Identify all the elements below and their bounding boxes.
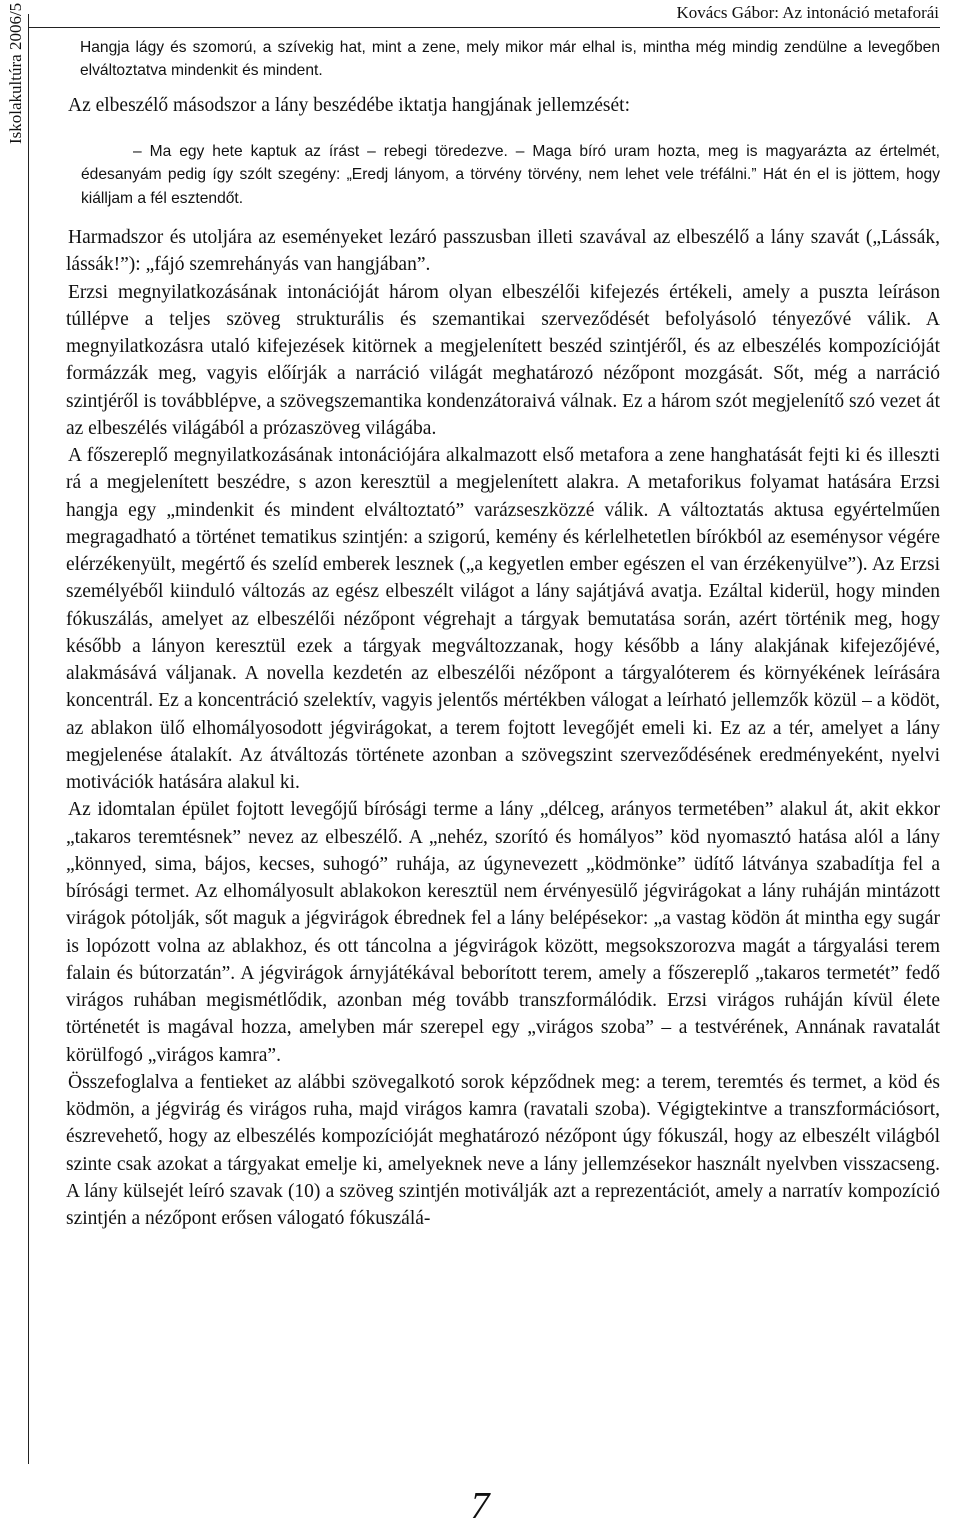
paragraph: Erzsi megnyilatkozásának intonációját három olyan elbeszélői kifejezés értékeli, amely a puszta leíráson túllépve a teljes szöveg strukturális és szemantikai szerveződését befolyásoló tényezővé válik. A megnyilatkozásra utaló kifejezések kitörnek a megjelenített beszéd szintjéről, és az elbeszélés kompozícióját formázzák meg, vagyis előírják a narráció világát meghatározó nézőpont mozgását. Sőt, még a narráció szintjéről is továbblépve, a szövegszemantika kondenzátoraivá válnak. Ez a három szót megjelenítő szó vezet át az elbeszélés világából a prózaszöveg világába. — [66, 281, 940, 439]
journal-side-label: Iskolakultúra 2006/5 — [6, 2, 25, 144]
lead-quote: Hangja lágy és szomorú, a szívekig hat, mint a zene, mely mikor már elhal is, mintha még mindig zendülne a levegőben elváltoztatva mindenkit és mindent. — [80, 39, 940, 79]
paragraph: A főszereplő megnyilatkozásának intonációjára alkalmazott első metafora a zene hanghatását fejti ki és illeszti rá a megjelenített beszédre, s azon keresztül a megjelenített alakra. A metaforikus folyamat hatására Erzsi hangja egy „mindenkit és mindent elváltoztató” varázseszközzé válik. A változtatás aktusa egyértelműen megragadható a történet tematikus szintjén: a szigorú, kemény és kérlelhetetlen bírókból az eseménysor végére elérzékenyült, megértő és szelíd emberek lesznek („a kegyetlen ember egészen el van érzékenyülve”). Az Erzsi személyéből kiinduló változás az egész elbeszélt világot a lány sajátjává avatja. Ezáltal kiderül, hogy minden fókuszálás, amelyet az elbeszélői nézőpont végrehajt a tárgyak bemutatása során, azért történik meg, hogy később a lányon keresztül ezek a tárgyak megváltozzanak, hogy később a lány alakjának kifejezőjévé, alakmásává váljanak. A novella kezdetén az elbeszélői nézőpont a tárgyalóterem és környékének leírására koncentrál. Ez a koncentráció szelektív, vagyis jelentős mértékben válogat a leírható jellemzők közül – a ködöt, az ablakon ülő elhomályosodott jégvirágokat, a terem fojtott levegőjét emeli ki. Ez az a tér, amelyet a lány megjelenése átalakít. Az átváltozás története azonban a szövegszint szerveződésének eredményeként, nyelvi motivációk hatására alakul ki. — [66, 445, 940, 793]
page-number: 7 — [470, 1485, 490, 1527]
paragraph: Harmadszor és utoljára az eseményeket lezáró passzusban illeti szavával az elbeszélő a lány szavát („Lássák, lássák!”): „fájó szemrehányás van hangjában”. — [66, 227, 940, 276]
intro-line: Az elbeszélő másodszor a lány beszédébe iktatja hangjának jellemzését: — [68, 95, 631, 116]
article-body — [66, 37, 940, 1232]
paragraph: Összefoglalva a fentieket az alábbi szövegalkotó sorok képződnek meg: a terem, teremtés és termet, a köd és ködmön, a jégvirág és virágos ruha, majd virágos kamra (ravatali szoba). Végigtekintve a transzformációsort, észrevehető, hogy az elbeszélés kompozícióját meghatározó nézőpont úgy fókuszál, hogy az elbeszélt világból szinte csak azokat a tárgyakat emelje ki, amelyeknek neve a lány jellemzésekor használt nyelvben visszacseng. A lány külsejét leíró szavak (10) a szöveg szintjén motiválják azt a reprezentációt, amely a narratív kompozíció szintjén a nézőpont erősen válogató fókuszálá- — [66, 1071, 940, 1229]
side-rule — [28, 14, 29, 1464]
dialog-quote: – Ma egy hete kaptuk az írást – rebegi töredezve. – Maga bíró uram hozta, meg is magyarázta az értelmét, édesanyám pedig így szólt szegény: „Eredj lányom, a törvény törvény, nem lehet vele tréfálni.” Hát én el is jöttem, hogy kiálljam a fél esztendőt. — [81, 142, 940, 207]
running-head: Kovács Gábor: Az intonáció metaforái — [676, 3, 939, 22]
top-rule — [28, 27, 940, 28]
paragraph: Az idomtalan épület fojtott levegőjű bírósági terme a lány „délceg, arányos termetében” alakul át, akit ekkor „takaros teremtésnek” nevez az elbeszélő. A „nehéz, szorító és homályos” köd nyomasztó hatása alól a lány „könnyed, sima, bájos, kecses, suhogó” ruhája, az úgynevezett „ködmönke” üdítő látványa szabadítja fel a bírósági termet. Az elhomályosult ablakokon keresztül nem érvényesülő jégvirágokat a lány ruháján mintázott virágok pótolják, sőt maguk a jégvirágok ébrednek fel a lány belépésekor: „a vastag ködön át mintha egy sugár is lopózott volna az ablakhoz, és ott táncolna a jégvirágok között, megsokszorozva magát a tárgyalási terem falain és bútorzatán”. A jégvirágok árnyjátékával beborított terem, amely a főszereplő „takaros termetét” fedő virágos ruhában megismétlődik, azonban még tovább transzformálódik. Erzsi virágos ruháján kívül élete történetét is magával hozza, amelyben már szerepel egy „virágos szoba” – a testvérének, Annának ravatalát körülfogó „virágos kamra”. — [66, 799, 940, 1066]
